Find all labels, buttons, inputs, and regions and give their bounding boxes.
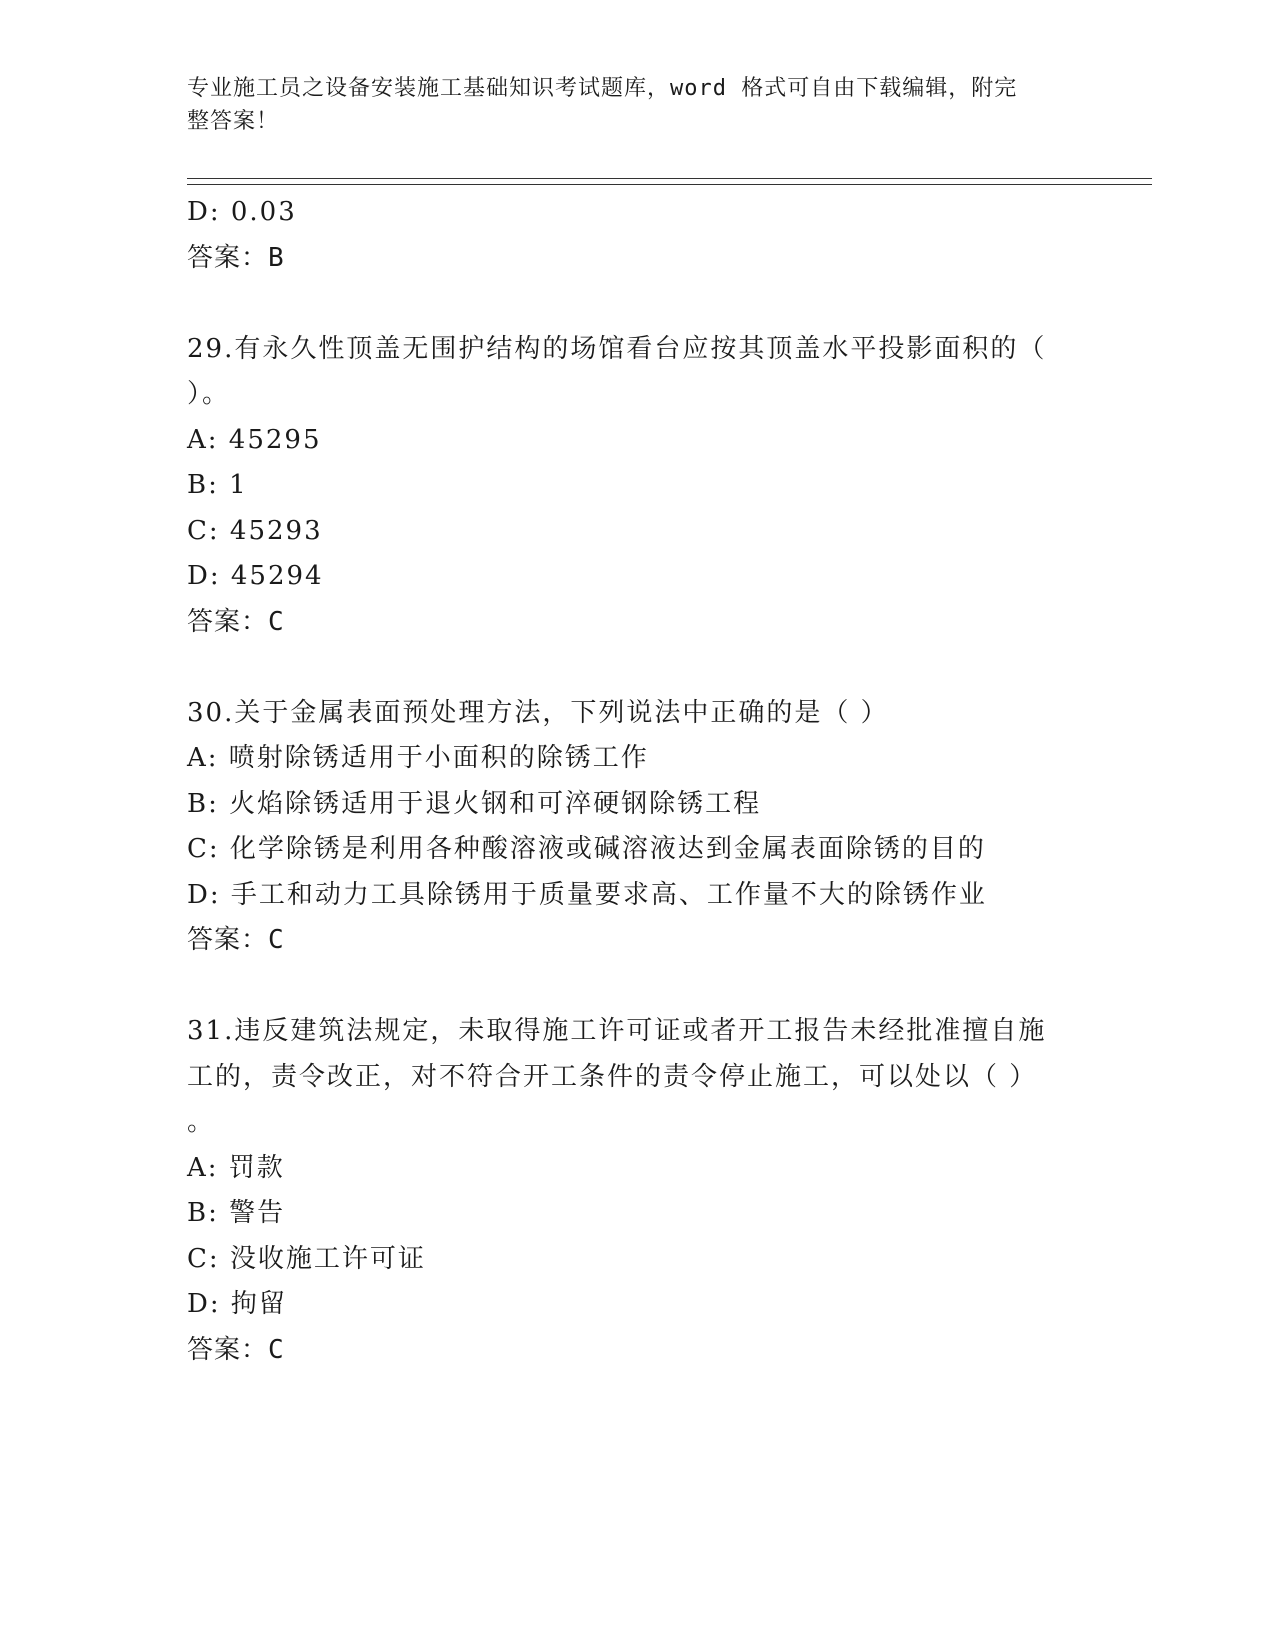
spacer bbox=[187, 645, 1087, 691]
option-a: A: 罚款 bbox=[187, 1152, 285, 1183]
option-a: A: 45295 bbox=[187, 424, 322, 455]
header-divider bbox=[187, 178, 1152, 185]
question-text-line-2: 工的，责令改正，对不符合开工条件的责令停止施工，可以处以（ ） bbox=[187, 1061, 1038, 1092]
option-b: B: 1 bbox=[187, 470, 248, 500]
option-b: B: 火焰除锈适用于退火钢和可淬硬钢除锈工程 bbox=[187, 788, 762, 819]
question-text-line-3: 。 bbox=[187, 1107, 216, 1137]
option-d: D: 拘留 bbox=[187, 1289, 287, 1319]
answer: 答案：B bbox=[187, 242, 285, 273]
question-text-line-1: 29.有永久性顶盖无围护结构的场馆看台应按其顶盖水平投影面积的（ bbox=[187, 333, 1047, 364]
question-text-line-1: 30.关于金属表面预处理方法，下列说法中正确的是（ ） bbox=[187, 697, 889, 728]
option-d: D: 0.03 bbox=[187, 197, 297, 227]
answer: 答案：C bbox=[187, 1334, 285, 1365]
question-30 bbox=[187, 691, 1087, 964]
option-c: C: 化学除锈是利用各种酸溶液或碱溶液达到金属表面除锈的目的 bbox=[187, 834, 986, 864]
question-text-line-1: 31.违反建筑法规定，未取得施工许可证或者开工报告未经批准擅自施 bbox=[187, 1016, 1047, 1046]
option-d: D: 45294 bbox=[187, 561, 324, 591]
spacer bbox=[187, 281, 1087, 327]
option-d: D: 手工和动力工具除锈用于质量要求高、工作量不大的除锈作业 bbox=[187, 879, 987, 910]
question-list bbox=[187, 190, 1087, 1373]
question-28-tail bbox=[187, 190, 1087, 281]
page-header bbox=[187, 72, 1067, 138]
answer: 答案：C bbox=[187, 606, 285, 637]
question-29 bbox=[187, 327, 1087, 646]
answer: 答案：C bbox=[187, 925, 285, 955]
question-31 bbox=[187, 1009, 1087, 1373]
question-text-line-2: ）。 bbox=[187, 379, 231, 409]
header-line-2: 整答案！ bbox=[187, 109, 280, 134]
option-b: B: 警告 bbox=[187, 1198, 286, 1228]
option-c: C: 没收施工许可证 bbox=[187, 1243, 426, 1274]
spacer bbox=[187, 964, 1087, 1010]
header-line-1: 专业施工员之设备安装施工基础知识考试题库，word 格式可自由下载编辑，附完 bbox=[187, 76, 1018, 101]
option-a: A: 喷射除锈适用于小面积的除锈工作 bbox=[187, 743, 649, 773]
option-c: C: 45293 bbox=[187, 515, 323, 546]
